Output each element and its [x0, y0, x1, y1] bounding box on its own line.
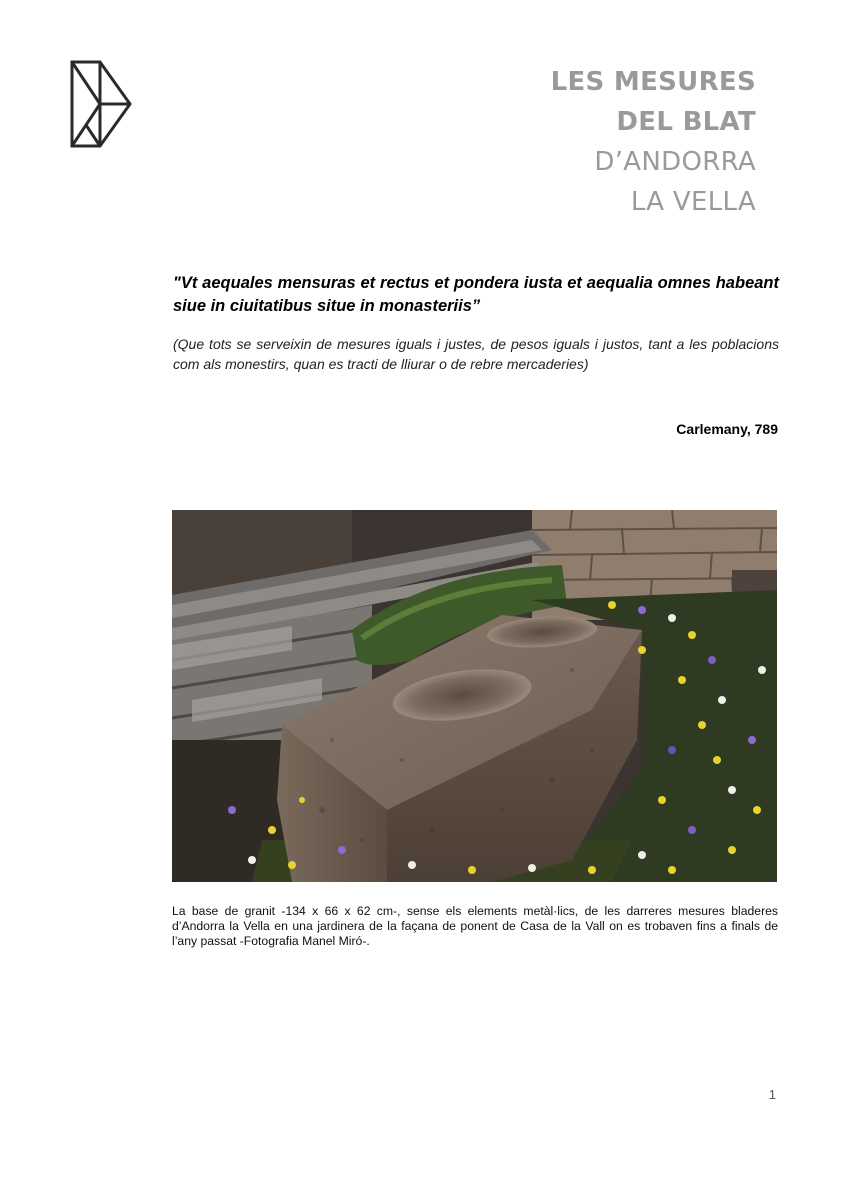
- quote-attribution: Carlemany, 789: [676, 421, 778, 437]
- document-title: [551, 62, 756, 222]
- latin-quote: "Vt aequales mensuras et rectus et pondera iusta et aequalia omnes habeant siue in ciuitatibus situe in monasteriis”: [173, 274, 779, 315]
- title-line-2: DEL BLAT: [616, 107, 756, 137]
- title-line-3: D’ANDORRA: [594, 147, 756, 177]
- photo-caption: La base de granit -134 x 66 x 62 cm-, sense els elements metàl·lics, de les darreres mesures bladeres d’Andorra la Vella en una jardinera de la façana de ponent de Casa de la Vall on es trobaven fins a finals de l’any passat -Fotografia Manel Miró-.: [172, 904, 778, 948]
- page-number: 1: [768, 1087, 776, 1102]
- quote-translation: (Que tots se serveixin de mesures iguals i justes, de pesos iguals i justos, tant a les poblacions com als monestirs, quan es tracti de lliurar o de rebre mercaderies): [173, 336, 779, 372]
- title-line-4: LA VELLA: [630, 187, 756, 217]
- granite-base-photo: [172, 510, 777, 882]
- logo-icon: [70, 60, 132, 148]
- title-line-1: LES MESURES: [550, 67, 756, 97]
